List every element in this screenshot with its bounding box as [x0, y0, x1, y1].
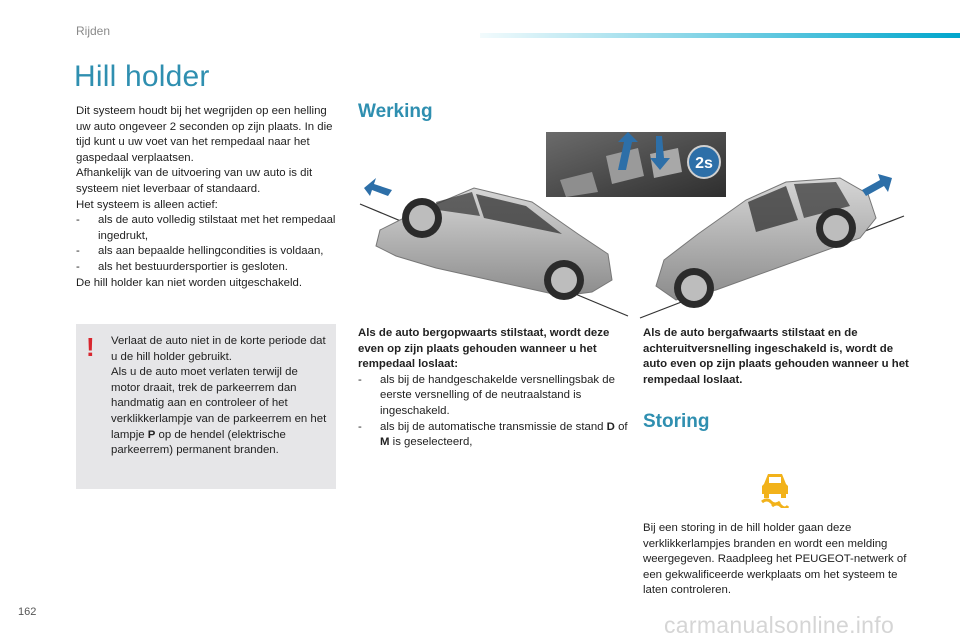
watermark: carmanualsonline.info: [664, 612, 895, 638]
uphill-item-part: is geselecteerd,: [389, 436, 473, 449]
condition-item: - als de auto volledig stilstaat met het rempedaal ingedrukt,: [76, 213, 342, 244]
downhill-text: Als de auto bergafwaarts stilstaat en de achteruitversnelling ingeschakeld is, wordt de auto even op zijn plaats gehouden wanneer u het rempedaal loslaat.: [643, 327, 909, 386]
intro-paragraph: Afhankelijk van de uitvoering van uw auto is dit systeem niet leverbaar of standaard.: [76, 167, 313, 195]
move-arrow-icon: [862, 174, 892, 196]
gear-m-label: M: [380, 436, 390, 449]
move-arrow-icon: [364, 178, 392, 196]
traction-warning-lamp-icon: [760, 472, 790, 508]
active-intro: Het systeem is alleen actief:: [76, 198, 218, 211]
parking-lamp-label: P: [147, 428, 156, 441]
downhill-car-illustration: [636, 168, 908, 328]
gear-d-label: D: [606, 420, 615, 433]
warning-line: Verlaat de auto niet in de korte periode dat u de hill holder gebruikt.: [111, 335, 326, 363]
section-label: Rijden: [76, 24, 111, 38]
warning-line: [111, 365, 329, 459]
uphill-text: [358, 326, 628, 451]
timer-label: 2s: [695, 155, 713, 172]
uphill-item-part: of: [614, 420, 628, 433]
uphill-list: [358, 373, 628, 451]
header-divider: [480, 33, 960, 38]
condition-item: - als aan bepaalde hellingcondities is voldaan,: [76, 244, 342, 260]
warning-text-part: op de hendel (elektrische parkeerrem) permanent branden.: [111, 428, 286, 457]
warning-text: [111, 334, 329, 459]
condition-item: - als het bestuurdersportier is gesloten.: [76, 260, 342, 276]
uphill-car-illustration: [356, 168, 636, 328]
intro-closing: De hill holder kan niet worden uitgeschakeld.: [76, 276, 303, 289]
intro-paragraph: Dit systeem houdt bij het wegrijden op een helling uw auto ongeveer 2 seconden op zijn plaats. In die tijd kunt u uw voet van het rempedaal naar het gaspedaal verplaatsen.: [76, 105, 333, 164]
werking-heading: Werking: [358, 101, 433, 122]
intro-text: [76, 104, 342, 291]
uphill-item: [358, 420, 628, 451]
uphill-heading: Als de auto bergopwaarts stilstaat, wordt deze even op zijn plaats gehouden wanneer u het rempedaal loslaat:: [358, 327, 610, 371]
storing-heading: Storing: [643, 411, 710, 432]
warning-text-part: Als u de auto moet verlaten terwijl de motor draait, trek de parkeerrem dan handmatig aan en controleer of het verklikkerlampje van de parkeerrem en het lampje: [111, 366, 327, 441]
page-number: 162: [18, 606, 37, 618]
page-title: Hill holder: [74, 60, 210, 93]
uphill-item-part: als bij de automatische transmissie de stand: [380, 420, 607, 433]
warning-icon: !: [86, 332, 95, 362]
storing-text: Bij een storing in de hill holder gaan deze verklikkerlampjes branden en wordt een melding weergegeven. Raadpleeg het PEUGEOT-netwerk of een gekwalificeerde werkplaats om het systeem te laten controleren.: [643, 522, 907, 597]
condition-list: [76, 213, 342, 275]
uphill-item: - als bij de handgeschakelde versnellingsbak de eerste versnelling of de neutraalstand is ingeschakeld.: [358, 373, 628, 420]
